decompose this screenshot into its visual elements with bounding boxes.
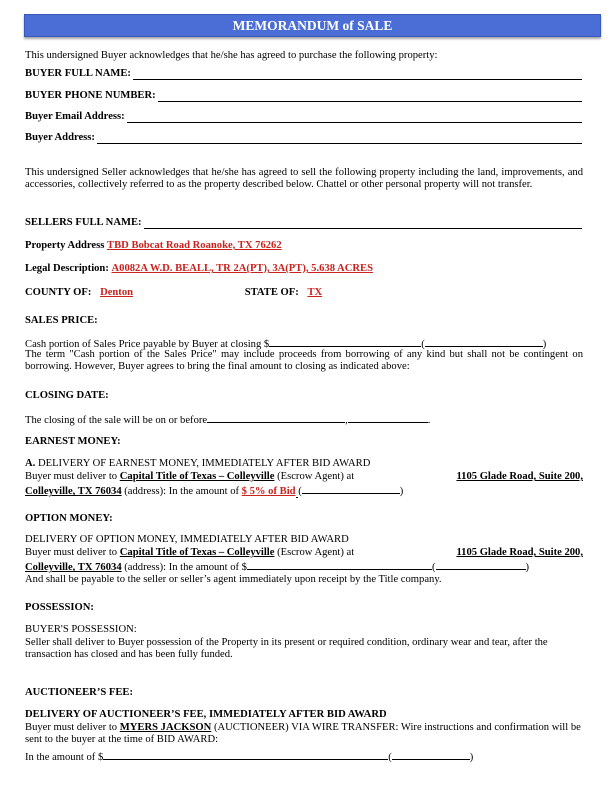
sales-price-heading: SALES PRICE: xyxy=(25,315,98,326)
closing-year-field[interactable] xyxy=(348,412,428,423)
buyer-email-row xyxy=(25,111,582,123)
possession-heading: POSSESSION: xyxy=(25,602,94,613)
auctioneer-amount-row xyxy=(25,749,473,764)
property-address-row xyxy=(25,240,424,252)
auctioneer-amount-field[interactable] xyxy=(103,749,388,760)
auctioneer-paren-open: ( xyxy=(388,752,392,763)
buyer-full-name-field[interactable] xyxy=(133,68,582,80)
state-label: STATE OF: xyxy=(244,287,299,298)
closing-period: . xyxy=(427,415,431,426)
closing-date-field[interactable] xyxy=(207,412,345,423)
earnest-agent-address-2: Colleyville, TX 76034 xyxy=(25,486,122,498)
earnest-deliver-prefix: Buyer must deliver to xyxy=(25,471,118,482)
auctioneer-deliver-prefix: Buyer must deliver to xyxy=(25,722,118,733)
earnest-money-heading: EARNEST MONEY: xyxy=(25,436,121,447)
option-amount-field[interactable] xyxy=(247,559,432,570)
county-state-row xyxy=(25,287,560,299)
property-address-value[interactable]: TBD Bobcat Road Roanoke, TX 76262 xyxy=(107,240,282,251)
earnest-paren-open: ( xyxy=(298,486,302,498)
paren-open: ( xyxy=(421,339,425,350)
cash-portion-words-field[interactable] xyxy=(425,336,543,347)
seller-full-name-row xyxy=(25,217,582,229)
closing-comma: , xyxy=(345,415,348,426)
option-escrow-agent: Capital Title of Texas – Colleyville xyxy=(119,547,275,558)
buyer-phone-field[interactable] xyxy=(158,90,582,102)
option-delivery-text xyxy=(25,547,583,575)
paren-close: ) xyxy=(542,339,547,350)
cash-portion-label: Cash portion of Sales Price payable by Buyer at closing $ xyxy=(25,339,270,350)
seller-full-name-field[interactable] xyxy=(144,217,582,229)
seller-full-name-label: SELLERS FULL NAME: xyxy=(25,217,142,228)
auctioneer-fee-subheading: DELIVERY OF AUCTIONEER’S FEE, IMMEDIATELY AFTER BID AWARD xyxy=(25,709,387,720)
option-agent-suffix: (Escrow Agent) at xyxy=(277,547,355,558)
earnest-sub-letter: A. xyxy=(25,458,36,469)
option-amount-words-field[interactable] xyxy=(436,559,526,570)
auctioneer-amount-words-field[interactable] xyxy=(392,749,470,760)
buyer-address-field[interactable] xyxy=(97,132,582,144)
buyer-address-row xyxy=(25,132,582,144)
county-label: COUNTY OF: xyxy=(25,287,92,298)
auctioneer-fee-heading: AUCTIONEER’S FEE: xyxy=(25,687,134,698)
option-paren-close: ) xyxy=(525,562,530,574)
property-address-label: Property Address xyxy=(25,240,105,251)
option-address-suffix: (address): In the amount of $ xyxy=(124,562,247,574)
earnest-agent-suffix: (Escrow Agent) at xyxy=(277,471,355,482)
option-money-heading: OPTION MONEY: xyxy=(25,513,113,524)
state-value[interactable]: TX xyxy=(307,287,323,298)
option-agent-address-1: 1105 Glade Road, Suite 200, xyxy=(456,547,583,558)
closing-date-row xyxy=(25,412,430,427)
buyer-email-field[interactable] xyxy=(127,111,582,123)
buyer-full-name-row xyxy=(25,68,582,80)
earnest-sub-text: DELIVERY OF EARNEST MONEY, IMMEDIATELY AFTER BID AWARD xyxy=(37,458,371,469)
earnest-address-suffix: (address): In the amount of xyxy=(124,486,240,498)
earnest-paren-close: ) xyxy=(399,486,404,498)
seller-intro: This undersigned Seller acknowledges that he/she has agreed to sell the following property including the land, improvements, and accessories, collectively referred to as the property described below. Chattel or other personal property will not transfer. xyxy=(25,167,583,191)
option-deliver-prefix: Buyer must deliver to xyxy=(25,547,118,558)
auctioneer-paren-close: ) xyxy=(469,752,474,763)
county-value[interactable]: Denton xyxy=(100,287,134,298)
auctioneer-name: MYERS JACKSON xyxy=(119,722,212,733)
option-subheading: DELIVERY OF OPTION MONEY, IMMEDIATELY AFTER BID AWARD xyxy=(25,534,349,545)
option-payable-text: And shall be payable to the seller or seller’s agent immediately upon receipt by the Title company. xyxy=(25,574,442,585)
earnest-amount[interactable]: $ 5% of Bid xyxy=(241,486,296,498)
legal-description-value[interactable]: A0082A W.D. BEALL, TR 2A(PT), 3A(PT), 5.638 ACRES xyxy=(111,263,373,274)
closing-date-heading: CLOSING DATE: xyxy=(25,390,109,401)
earnest-escrow-agent: Capital Title of Texas – Colleyville xyxy=(119,471,275,482)
earnest-amount-words-field[interactable] xyxy=(302,483,400,494)
option-agent-address-2: Colleyville, TX 76034 xyxy=(25,562,122,574)
cash-portion-amount-field[interactable] xyxy=(269,336,421,347)
earnest-subheading xyxy=(25,458,370,470)
buyer-full-name-label: BUYER FULL NAME: xyxy=(25,68,131,79)
buyer-intro: This undersigned Buyer acknowledges that he/she has agreed to purchase the following property: xyxy=(25,50,438,61)
legal-description-row xyxy=(25,263,576,275)
buyers-possession-subheading: BUYER'S POSSESSION: xyxy=(25,624,137,635)
closing-date-label: The closing of the sale will be on or before xyxy=(25,415,208,426)
option-paren-open: ( xyxy=(431,562,436,574)
cash-portion-term-text: The term "Cash portion of the Sales Price" may include proceeds from borrowing of any kind but shall not be contingent on borrowing. However, Buyer agrees to bring the final amount to closing as indicated above: xyxy=(25,349,583,373)
earnest-agent-address-1: 1105 Glade Road, Suite 200, xyxy=(456,471,583,482)
page-title: MEMORANDUM of SALE xyxy=(24,14,601,37)
auctioneer-delivery-text xyxy=(25,722,583,747)
legal-description-label: Legal Description: xyxy=(25,263,109,274)
buyer-phone-label: BUYER PHONE NUMBER: xyxy=(25,90,156,101)
earnest-delivery-text xyxy=(25,471,583,499)
buyer-address-label: Buyer Address: xyxy=(25,132,95,143)
auctioneer-amount-label: In the amount of $ xyxy=(25,752,104,763)
possession-text: Seller shall deliver to Buyer possession of the Property in its present or required condition, ordinary wear and tear, after the transaction has closed and has been fully funded. xyxy=(25,637,548,661)
auctioneer-line-suffix: (AUCTIONEER) VIA WIRE TRANSFER: Wire instructions and confirmation will be sent to the buyer at the time of BID AWARD: xyxy=(25,722,581,746)
buyer-phone-row xyxy=(25,90,582,102)
buyer-email-label: Buyer Email Address: xyxy=(25,111,125,122)
